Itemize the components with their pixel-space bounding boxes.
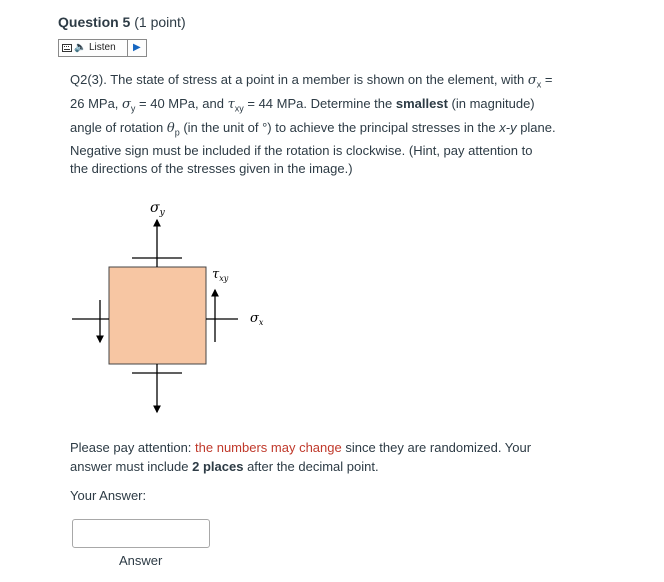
speaker-icon: 🔈 (74, 42, 87, 53)
question-points: (1 point) (134, 14, 186, 30)
question-number: Question 5 (58, 14, 131, 30)
your-answer-label: Your Answer: (70, 488, 147, 503)
play-icon: ▶ (133, 42, 141, 53)
listen-label: Listen (89, 42, 116, 53)
sigma-x-label: $\sigma_x$ (250, 311, 264, 327)
problem-line-2: 26 MPa, $\sigma_y = 40$ MPa, and $\tau_{xy} = 44$ MPa. Determine the smallest (in magnitude) (70, 96, 535, 114)
play-button[interactable] (127, 40, 148, 56)
notice-line-2: answer must include 2 places after the decimal point. (70, 459, 379, 474)
answer-caption: Answer (119, 553, 163, 568)
problem-line-3: angle of rotation $\theta_p$ (in the unit of °) to achieve the principal stresses in the x-y plane. (70, 120, 556, 138)
question-title (58, 14, 186, 30)
notice-line-1: Please pay attention: the numbers may change since they are randomized. Your (70, 440, 532, 455)
problem-line-1: Q2(3). The state of stress at a point in a member is shown on the element, with $\sigma_x$ = (70, 72, 553, 90)
problem-line-5: the directions of the stresses given in the image.) (70, 161, 353, 176)
stress-element (109, 267, 206, 364)
problem-line-4: Negative sign must be included if the rotation is clockwise. (Hint, pay attention to (70, 143, 533, 158)
listen-button[interactable] (58, 39, 147, 57)
stress-element-diagram (60, 190, 300, 420)
keyboard-icon (62, 44, 72, 52)
sigma-y-label: $\sigma_y$ (150, 200, 165, 218)
answer-input[interactable] (72, 519, 210, 548)
tau-xy-label: $\tau_{xy}$ (212, 267, 229, 283)
